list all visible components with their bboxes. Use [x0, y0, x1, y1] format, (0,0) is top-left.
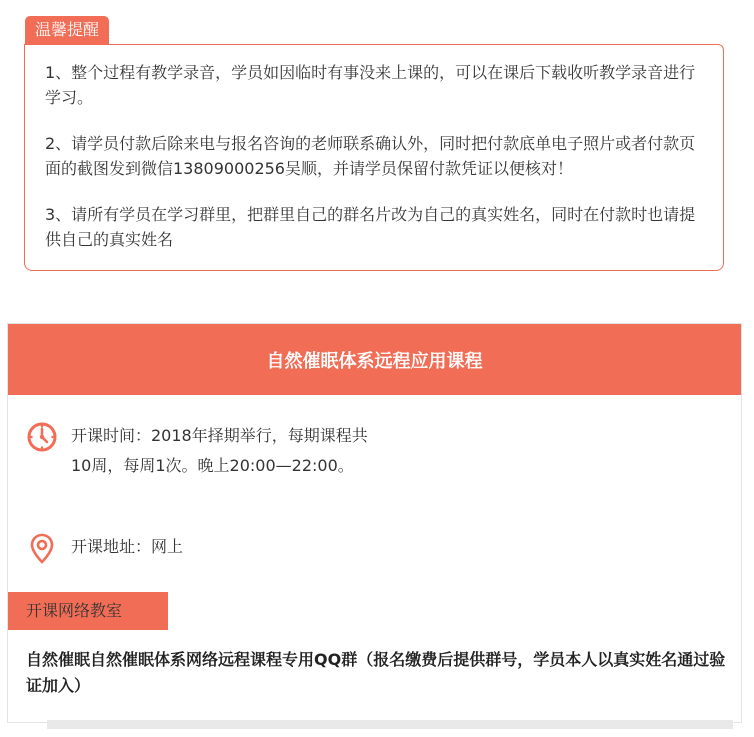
course-card [7, 323, 742, 723]
qq-group-text: 自然催眠自然催眠体系网络远程课程专用QQ群（报名缴费后提供群号，学员本人以真实姓名通过验证加入） [26, 650, 726, 695]
classroom-tag: 开课网络教室 [8, 592, 168, 630]
notice-item-3: 3、请所有学员在学习群里，把群里自己的群名片改为自己的真实姓名，同时在付款时也请提供自己的真实姓名 [45, 205, 696, 249]
location-pin-icon [26, 532, 58, 564]
course-address-row [26, 532, 371, 564]
notice-item-1: 1、整个过程有教学录音，学员如因临时有事没来上课的，可以在课后下载收听教学录音进行学习。 [45, 63, 696, 107]
notice-box [24, 44, 724, 271]
card-shadow [47, 720, 733, 729]
course-title: 自然催眠体系远程应用课程 [8, 324, 741, 395]
course-time-row [26, 421, 371, 481]
clock-icon [26, 421, 58, 453]
notice-item-2: 2、请学员付款后除来电与报名咨询的老师联系确认外，同时把付款底单电子照片或者付款页面的截图发到微信13809000256吴顺，并请学员保留付款凭证以便核对！ [45, 134, 696, 178]
course-address-text: 开课地址：网上 [71, 537, 184, 556]
course-time-text: 开课时间：2018年择期举行，每期课程共10周，每周1次。晚上20:00—22:00。 [71, 426, 368, 475]
notice-tag: 温馨提醒 [25, 16, 109, 44]
